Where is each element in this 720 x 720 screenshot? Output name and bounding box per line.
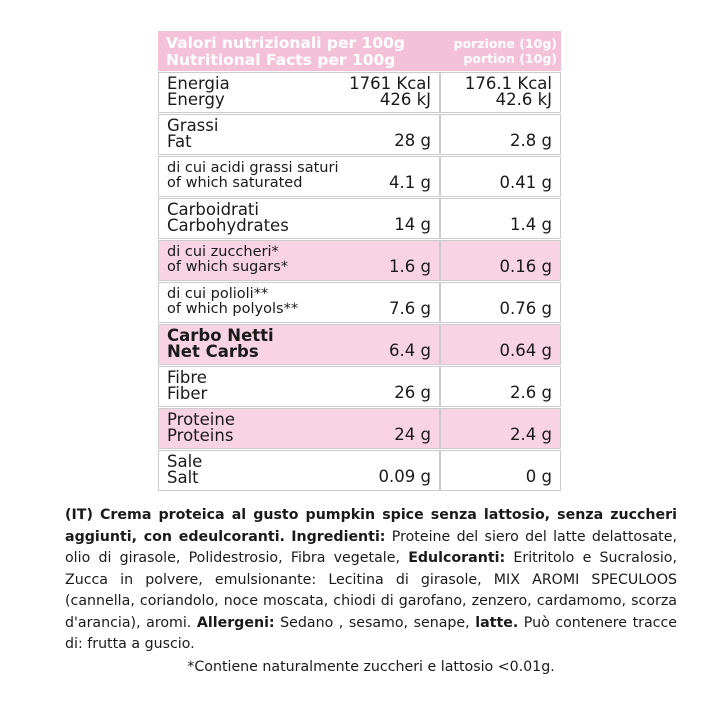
ingredients-list-2: Eritritolo e Sucralosio, Zucca in polvere, emulsionante: Lecitina di girasole, MIX AROMI SPECULOOS (cannella, coriandolo, noce moscata, chiodi di garofano, zenzero, cardamomo, scorza d'arancia), aromi. [65,550,677,631]
label-it: Carbo Netti [167,326,274,345]
value-100g: 6.4 g [389,341,431,360]
value-portion-kcal: 176.1 Kcal [464,74,552,93]
label-en: Carbohydrates [167,216,289,235]
value-100g-kcal: 1761 Kcal [349,74,431,93]
row-portion-cell [440,366,561,407]
value-portion: 2.8 g [510,131,552,150]
traces-note: Può contenere tracce di: frutta a guscio. [65,614,677,652]
ingredients-list-1: Proteine del siero del latte delattosate, olio di girasole, Polidestrosio, Fibra vegetale, [65,528,677,566]
table-row [158,324,561,365]
label-it: Proteine [167,410,235,429]
value-100g: 26 g [394,383,431,402]
table-row [158,408,561,449]
label-en: of which sugars* [167,259,289,275]
value-100g: 14 g [394,215,431,234]
value-100g: 24 g [394,425,431,444]
label-en: Salt [167,468,199,487]
table-row [158,198,561,239]
value-100g: 1.6 g [389,257,431,276]
allergen-milk: latte. [475,614,519,631]
row-label-cell [158,366,440,407]
header-label-it: Valori nutrizionali per 100g [166,34,405,52]
row-label-cell [158,282,440,323]
label-it: di cui acidi grassi saturi [167,160,339,176]
nutrition-table [158,31,561,491]
label-en: Net Carbs [167,342,259,361]
value-portion-kj: 42.6 kJ [495,90,552,109]
row-portion-cell [440,282,561,323]
table-row [158,72,561,113]
label-en: Fiber [167,384,208,403]
label-en: of which polyols** [167,301,299,317]
row-label-cell [158,450,440,491]
table-row [158,282,561,323]
label-it: Grassi [167,116,219,135]
label-en: Fat [167,132,192,151]
row-label-cell [158,114,440,155]
row-label-cell [158,198,440,239]
row-label-cell [158,408,440,449]
value-100g: 0.09 g [378,467,431,486]
row-label-cell [158,324,440,365]
header-col-portion [440,31,561,71]
label-it: Fibre [167,368,207,387]
sweeteners-label: Edulcoranti: [408,550,506,566]
table-row [158,240,561,281]
value-portion: 1.4 g [510,215,552,234]
value-100g-kj: 426 kJ [379,90,431,109]
value-portion: 0.41 g [499,173,552,192]
header-portion-en: portion (10g) [463,51,557,66]
row-label-cell [158,240,440,281]
allergens-label: Allergeni: [196,614,275,631]
label-it: Sale [167,452,203,471]
label-it: Energia [167,74,230,93]
value-portion: 0.76 g [499,299,552,318]
header-label-en: Nutritional Facts per 100g [166,51,396,69]
value-portion: 0.16 g [499,257,552,276]
value-portion: 0.64 g [499,341,552,360]
label-en: of which saturated [167,175,303,191]
label-en: Proteins [167,426,234,445]
table-row [158,450,561,491]
label-it: di cui polioli** [167,286,269,302]
label-it: di cui zuccheri* [167,244,279,260]
ingredients-label: Ingredienti: [291,528,386,545]
row-portion-cell [440,450,561,491]
value-100g: 7.6 g [389,299,431,318]
value-portion: 2.6 g [510,383,552,402]
row-portion-cell [440,114,561,155]
header-col-per100g [158,31,440,71]
value-portion: 2.4 g [510,425,552,444]
ingredients-text [65,505,677,656]
row-energy-portion [440,72,561,113]
value-100g: 4.1 g [389,173,431,192]
table-row [158,156,561,197]
table-row [158,366,561,407]
row-energy-label [158,72,440,113]
row-portion-cell [440,408,561,449]
row-portion-cell [440,156,561,197]
row-portion-cell [440,240,561,281]
row-label-cell [158,156,440,197]
allergens-list: Sedano , sesamo, senape, [280,614,470,631]
header-portion-it: porzione (10g) [453,36,557,51]
product-description: (IT) Crema proteica al gusto pumpkin spice senza lattosio, senza zuccheri aggiunti, con edeulcoranti. [65,507,677,545]
label-en: Energy [167,90,225,109]
table-header [158,31,561,71]
row-portion-cell [440,324,561,365]
footnote: *Contiene naturalmente zuccheri e lattosio <0.01g. [187,659,555,675]
value-100g: 28 g [394,131,431,150]
label-it: Carboidrati [167,200,259,219]
row-portion-cell [440,198,561,239]
table-row [158,114,561,155]
value-portion: 0 g [525,467,552,486]
